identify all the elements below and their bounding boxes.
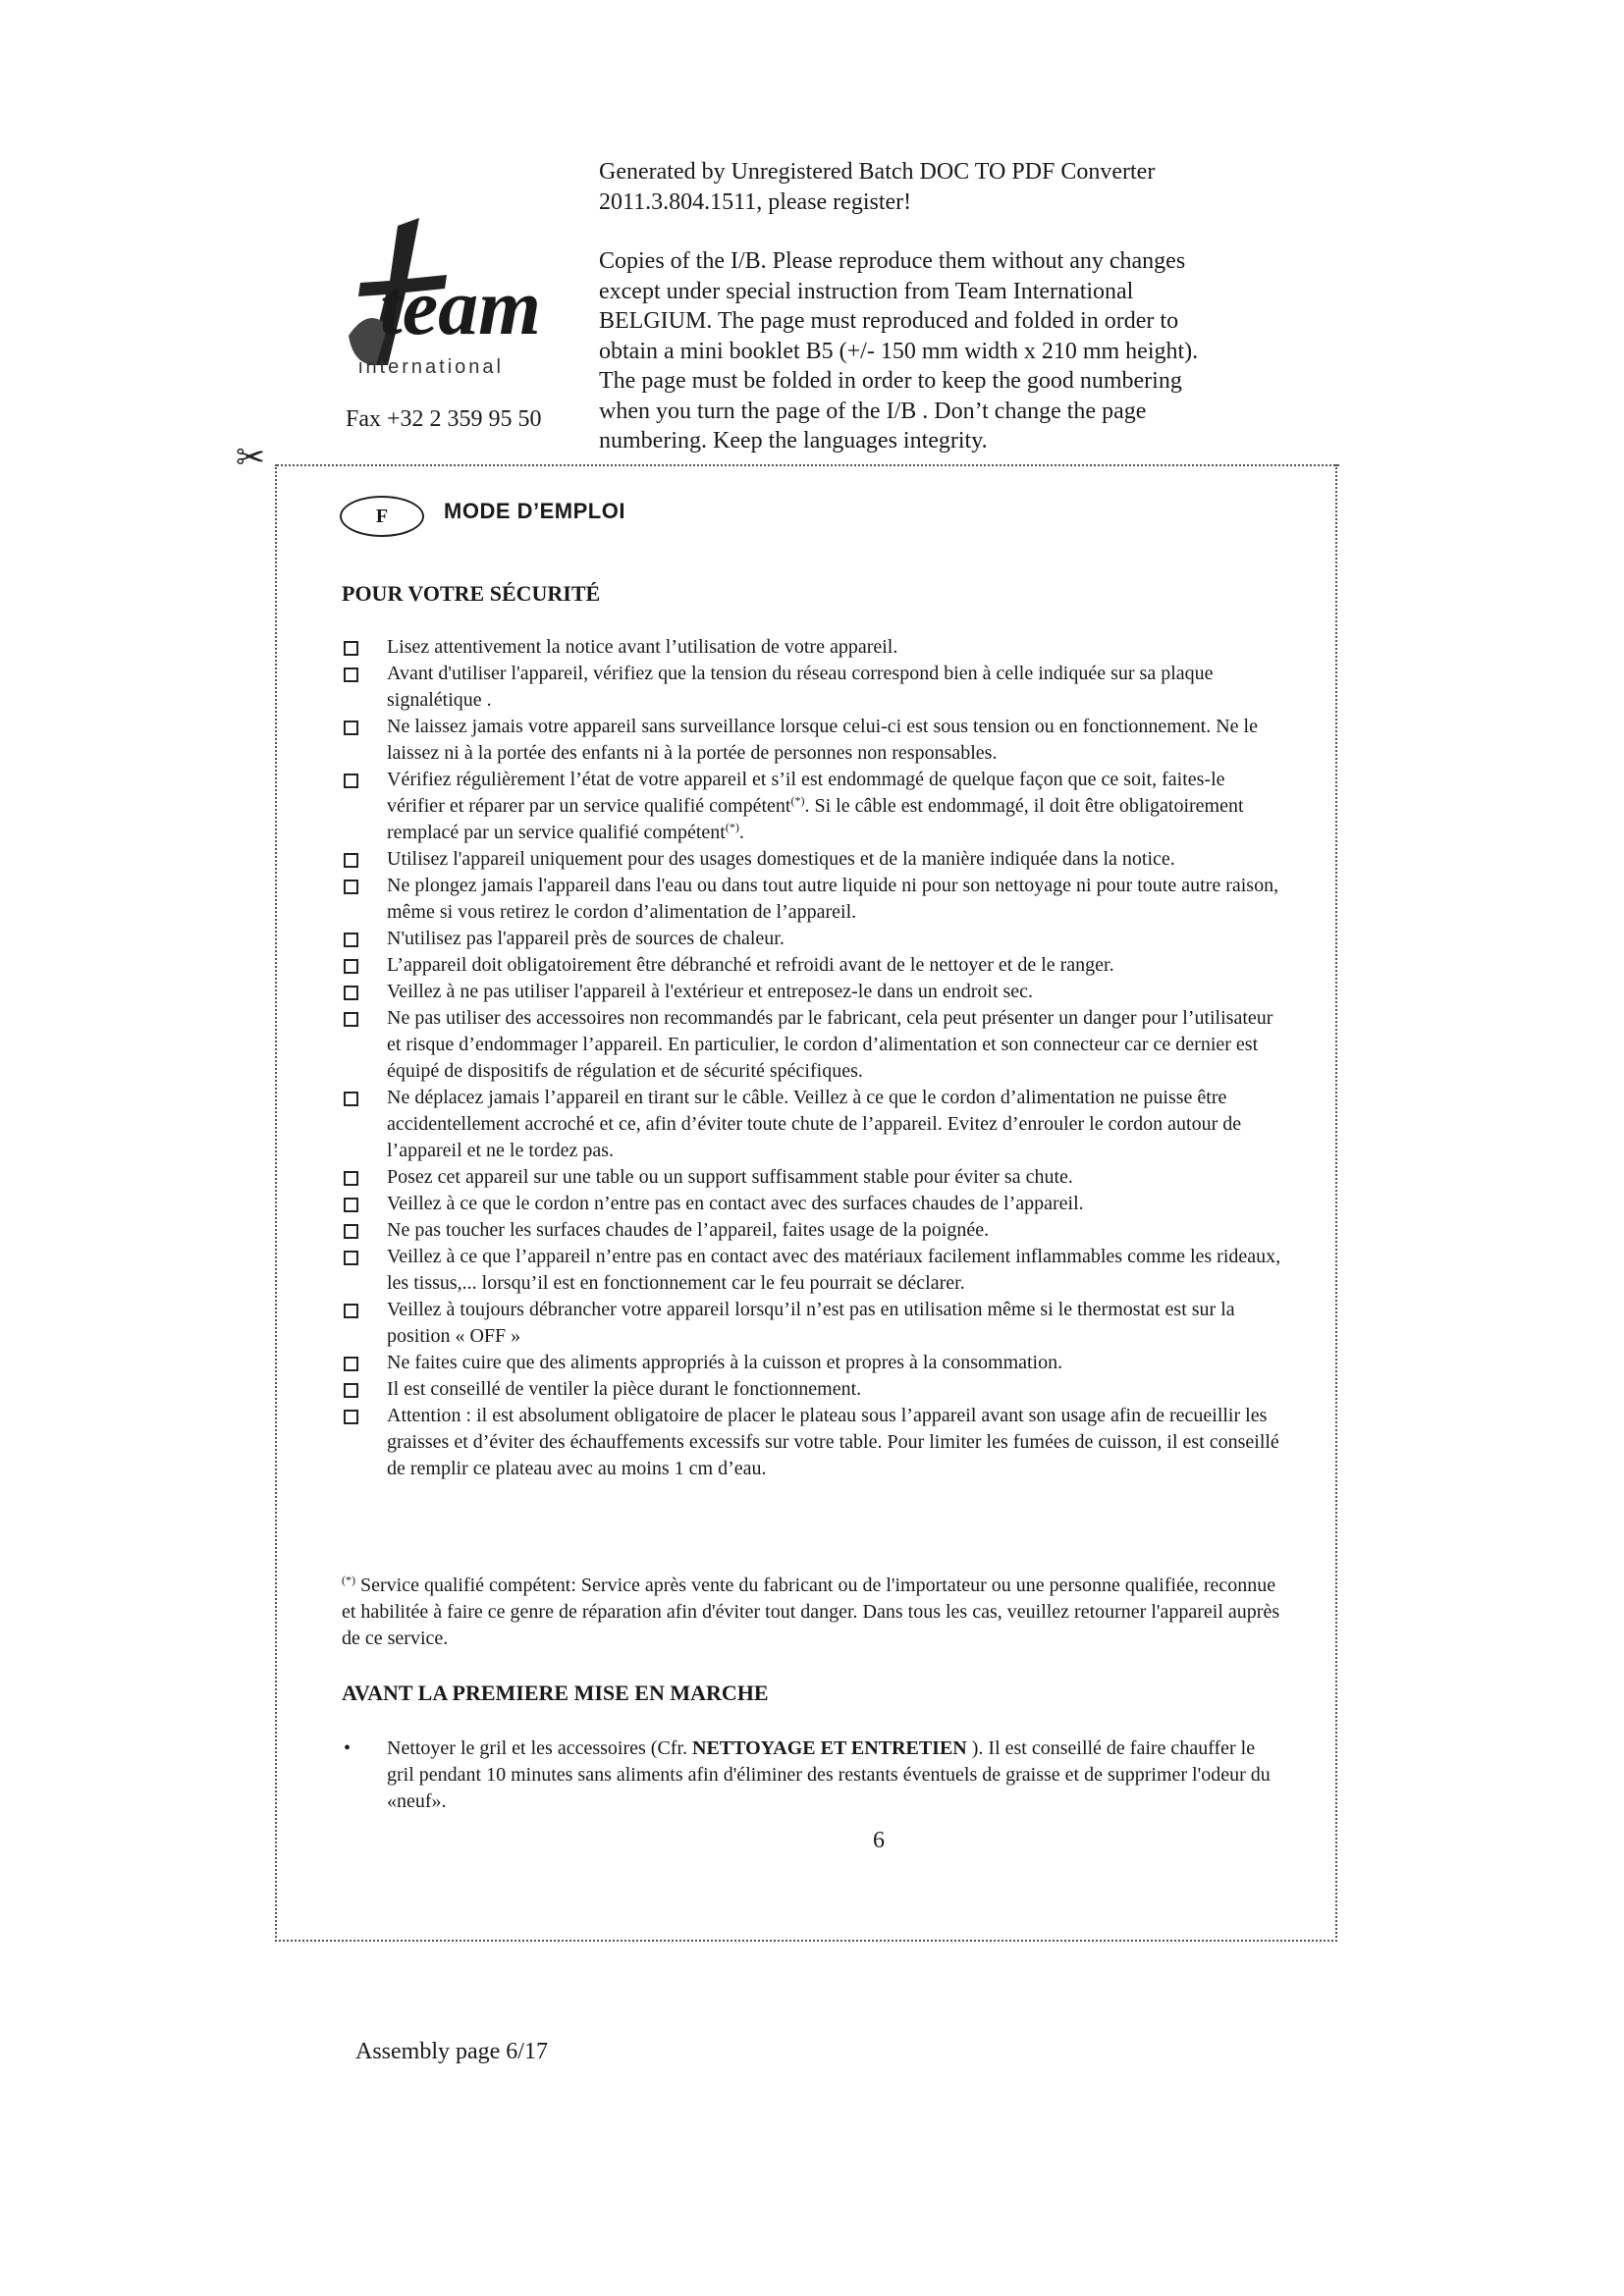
item-text: . Si le câble est endommagé, il doit être obligatoirement remplacé par un service qualifié compétent [387, 795, 1244, 843]
checkbox-icon [344, 959, 358, 974]
list-item [342, 926, 1284, 952]
instruction-line: numbering. Keep the languages integrity. [599, 428, 988, 454]
first-use-heading: AVANT LA PREMIERE MISE EN MARCHE [342, 1681, 769, 1705]
item-text: Ne pas toucher les surfaces chaudes de l’appareil, faites usage de la poignée. [387, 1219, 990, 1241]
list-item [342, 1735, 1284, 1815]
item-text: Posez cet appareil sur une table ou un support suffisamment stable pour éviter sa chute. [387, 1166, 1073, 1188]
checkbox-icon [344, 1171, 358, 1186]
checkbox-icon [344, 1251, 358, 1265]
item-text: Ne laissez jamais votre appareil sans surveillance lorsque celui-ci est sous tension ou en fonctionnement. Ne le laissez ni à la portée des enfants ni à la portée de personnes non responsables. [387, 716, 1258, 764]
list-item [342, 1217, 1284, 1244]
header-instructions [599, 157, 1286, 456]
checkbox-icon [344, 1012, 358, 1027]
footnote-mark: (*) [342, 1573, 355, 1587]
team-international-logo [329, 218, 565, 383]
item-text: L’appareil doit obligatoirement être débranché et refroidi avant de le nettoyer et de le ranger. [387, 954, 1114, 976]
list-item [342, 979, 1284, 1005]
checkbox-icon [344, 853, 358, 868]
item-text: Attention : il est absolument obligatoire de placer le plateau sous l’appareil avant son usage afin de recueillir les graisses et d’éviter des échauffements excessifs sur votre table. Pour limiter les fumées de cuisson, il est conseillé de remplir ce plateau avec au moins 1 cm d’eau. [387, 1405, 1279, 1479]
page-number: 6 [873, 1828, 885, 1853]
list-item [342, 1085, 1284, 1164]
language-badge: F [340, 496, 424, 537]
checkbox-icon [344, 1198, 358, 1212]
converter-notice [599, 157, 1286, 217]
list-item [342, 1005, 1284, 1085]
checkbox-icon [344, 1410, 358, 1424]
list-item [342, 1350, 1284, 1376]
instruction-line: The page must be folded in order to keep the good numbering [599, 368, 1182, 394]
copy-instructions [599, 246, 1286, 456]
item-text: Il est conseillé de ventiler la pièce durant le fonctionnement. [387, 1378, 862, 1400]
list-item [342, 1244, 1284, 1297]
item-text: Ne pas utiliser des accessoires non recommandés par le fabricant, cela peut présenter un danger pour l’utilisateur et risque d’endommager l’appareil. En particulier, le cordon d’alimentation et son connecteur car ce dernier est équipé de dispositifs de régulation et de sécurité spécifiques. [387, 1007, 1273, 1082]
list-item [342, 1403, 1284, 1482]
item-text: Veillez à ce que le cordon n’entre pas en contact avec des surfaces chaudes de l’appareil. [387, 1193, 1084, 1214]
list-item [342, 1191, 1284, 1217]
item-text: Ne faites cuire que des aliments appropriés à la cuisson et propres à la consommation. [387, 1352, 1063, 1373]
footnote-mark: (*) [790, 793, 805, 808]
service-footnote [342, 1573, 1284, 1652]
scissors-icon: ✂ [236, 438, 266, 477]
instruction-line: Copies of the I/B. Please reproduce them without any changes [599, 248, 1186, 274]
item-text: Avant d'utiliser l'appareil, vérifiez que la tension du réseau correspond bien à celle indiquée sur sa plaque signalétique . [387, 663, 1214, 711]
item-text: Veillez à ne pas utiliser l'appareil à l'extérieur et entreposez-le dans un endroit sec. [387, 981, 1034, 1002]
checkbox-icon [344, 1092, 358, 1106]
instruction-line: BELGIUM. The page must reproduced and folded in order to [599, 308, 1179, 334]
bullet-icon: • [344, 1737, 352, 1759]
checkbox-icon [344, 986, 358, 1000]
assembly-page-label: Assembly page 6/17 [355, 2039, 548, 2064]
converter-line-1: Generated by Unregistered Batch DOC TO PDF Converter [599, 159, 1156, 185]
list-item [342, 767, 1284, 846]
list-item [342, 952, 1284, 979]
list-item [342, 1164, 1284, 1191]
item-text: N'utilisez pas l'appareil près de sources de chaleur. [387, 928, 785, 949]
checkbox-icon [344, 774, 358, 788]
instruction-line: except under special instruction from Team International [599, 278, 1134, 304]
item-text: Utilisez l'appareil uniquement pour des usages domestiques et de la manière indiquée dans la notice. [387, 848, 1175, 870]
footnote-text: Service qualifié compétent: Service après vente du fabricant ou de l'importateur ou une personne qualifiée, reconnue et habilitée à faire ce genre de réparation afin d'éviter tout danger. Dans tous les cas, veuillez retourner l'appareil auprès de ce service. [342, 1575, 1280, 1649]
list-item [342, 661, 1284, 714]
item-text: Vérifiez régulièrement l’état de votre appareil et s’il est endommagé de quelque façon que ce soit, faites-le vérifier et réparer par un service qualifié compétent [387, 769, 1225, 817]
item-text: Veillez à ce que l’appareil n’entre pas en contact avec des matériaux facilement inflammables comme les rideaux, les tissus,... lorsqu’il est en fonctionnement car le feu pourrait se déclarer. [387, 1246, 1281, 1294]
safety-list [342, 634, 1284, 1482]
list-item [342, 1376, 1284, 1403]
checkbox-icon [344, 1357, 358, 1371]
item-text: . [738, 822, 744, 843]
list-item [342, 634, 1284, 661]
safety-heading: POUR VOTRE SÉCURITÉ [342, 581, 601, 606]
checkbox-icon [344, 1224, 358, 1239]
svg-text:team: team [380, 262, 541, 351]
item-text: Ne déplacez jamais l’appareil en tirant sur le câble. Veillez à ce que le cordon d’alimentation ne puisse être accidentellement accroché et ce, afin d’éviter toute chute de l’appareil. Evitez d’enrouler le cordon autour de l’appareil et ne le tordez pas. [387, 1087, 1242, 1161]
list-item [342, 714, 1284, 767]
item-text: Ne plongez jamais l'appareil dans l'eau ou dans tout autre liquide ni pour son nettoyage ni pour toute autre raison, même si vous retirez le cordon d’alimentation de l’appareil. [387, 875, 1279, 923]
checkbox-icon [344, 1304, 358, 1318]
section-title: MODE D’EMPLOI [444, 499, 625, 523]
checkbox-icon [344, 721, 358, 735]
list-item [342, 1297, 1284, 1350]
item-bold-reference: NETTOYAGE ET ENTRETIEN [692, 1737, 967, 1759]
checkbox-icon [344, 933, 358, 947]
first-use-list [342, 1735, 1284, 1815]
instruction-line: obtain a mini booklet B5 (+/- 150 mm width x 210 mm height). [599, 338, 1199, 364]
item-text: Lisez attentivement la notice avant l’utilisation de votre appareil. [387, 636, 898, 658]
instruction-line: when you turn the page of the I/B . Don’t change the page [599, 398, 1147, 424]
footnote-mark: (*) [725, 820, 739, 834]
list-item [342, 846, 1284, 873]
checkbox-icon [344, 667, 358, 682]
converter-line-2: 2011.3.804.1511, please register! [599, 188, 912, 215]
list-item [342, 873, 1284, 926]
checkbox-icon [344, 1383, 358, 1398]
svg-text:international: international [358, 356, 504, 378]
item-text: Nettoyer le gril et les accessoires (Cfr. [387, 1737, 692, 1759]
checkbox-icon [344, 880, 358, 894]
item-text: ). Il est conseillé de faire chauffer le gril pendant 10 minutes sans aliments afin d'éliminer des restants éventuels de graisse et de supprimer l'odeur du «neuf». [387, 1737, 1271, 1812]
fax-number: Fax +32 2 359 95 50 [346, 406, 542, 432]
item-text: Veillez à toujours débrancher votre appareil lorsqu’il n’est pas en utilisation même si le thermostat est sur la position « OFF » [387, 1299, 1235, 1347]
checkbox-icon [344, 641, 358, 656]
